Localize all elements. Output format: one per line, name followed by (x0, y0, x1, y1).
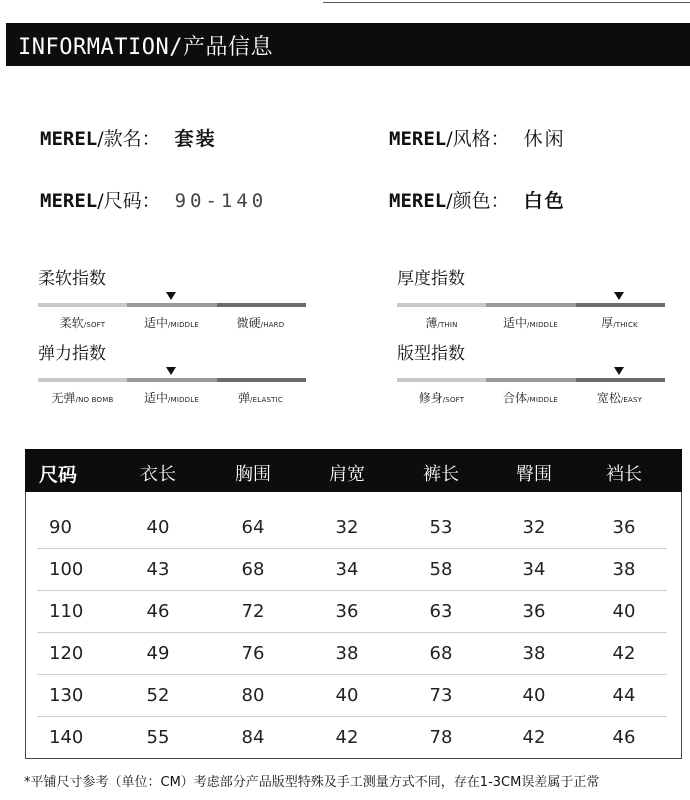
column-header: 肩宽 (329, 464, 365, 485)
info-color-value: 白色 (523, 190, 566, 212)
info-size (40, 186, 267, 213)
table-cell: 53 (429, 517, 453, 538)
table-cell: 58 (429, 559, 453, 580)
table-cell: 34 (335, 559, 359, 580)
table-cell: 49 (146, 643, 170, 664)
info-name-value: 套装 (174, 128, 217, 150)
table-cell: 38 (335, 643, 359, 664)
table-cell: 130 (49, 685, 84, 706)
selected-marker-icon (166, 367, 176, 375)
scale-option: 宽松/EASY (596, 391, 643, 405)
elasticity-scale (38, 339, 308, 409)
table-row (25, 591, 682, 633)
thickness-scale (397, 264, 667, 334)
info-style (389, 124, 566, 151)
table-cell: 36 (335, 601, 359, 622)
table-row (25, 549, 682, 591)
scale-option: 弹/ELASTIC (238, 391, 283, 405)
info-style-label: /风格： (446, 128, 510, 150)
column-header: 裆长 (606, 464, 642, 485)
table-cell: 46 (146, 601, 170, 622)
column-header: 臀围 (516, 464, 552, 485)
column-header: 衣长 (140, 464, 176, 485)
table-cell: 36 (522, 601, 546, 622)
table-cell: 44 (612, 685, 636, 706)
scale-option: 柔软/SOFT (59, 316, 106, 330)
info-name (40, 124, 217, 151)
info-name-label: /款名： (97, 128, 161, 150)
table-cell: 46 (612, 727, 636, 748)
table-cell: 80 (241, 685, 265, 706)
table-cell: 42 (335, 727, 359, 748)
fit-scale (397, 339, 667, 409)
table-cell: 64 (241, 517, 265, 538)
table-cell: 84 (241, 727, 265, 748)
scale-option: 适中/MIDDLE (144, 391, 199, 405)
scale-title: 厚度指数 (397, 269, 465, 289)
column-header: 胸围 (235, 464, 271, 485)
table-cell: 32 (522, 517, 546, 538)
table-cell: 38 (522, 643, 546, 664)
table-cell: 120 (49, 643, 84, 664)
selected-marker-icon (614, 292, 624, 300)
scale-title: 弹力指数 (38, 344, 106, 364)
table-cell: 36 (612, 517, 636, 538)
scale-option: 合体/MIDDLE (503, 391, 558, 405)
scale-option: 无弹/NO BOMB (51, 391, 114, 405)
table-cell: 42 (612, 643, 636, 664)
table-cell: 68 (241, 559, 265, 580)
scale-option: 薄/THIN (425, 316, 458, 330)
scale-option: 厚/THICK (601, 316, 638, 330)
table-cell: 43 (146, 559, 170, 580)
brand-label: MEREL (389, 128, 447, 150)
footnote: *平铺尺寸参考（单位：CM）考虑部分产品版型特殊及手工测量方式不同，存在1-3CM误差属于正常 (24, 775, 600, 790)
brand-label: MEREL (40, 128, 98, 150)
column-header: 裤长 (423, 464, 459, 485)
table-cell: 100 (49, 559, 84, 580)
table-cell: 42 (522, 727, 546, 748)
info-style-value: 休闲 (523, 128, 566, 150)
table-cell: 40 (522, 685, 546, 706)
scale-option: 微硬/HARD (236, 316, 285, 330)
info-size-label: /尺码： (97, 190, 161, 212)
table-cell: 68 (429, 643, 453, 664)
brand-label: MEREL (40, 190, 98, 212)
table-cell: 38 (612, 559, 636, 580)
section-title: INFORMATION/产品信息 (18, 35, 273, 60)
table-cell: 34 (522, 559, 546, 580)
info-size-value: 90-140 (174, 190, 268, 212)
table-cell: 52 (146, 685, 170, 706)
column-header: 尺码 (39, 464, 78, 486)
table-cell: 40 (612, 601, 636, 622)
table-cell: 76 (241, 643, 265, 664)
table-row (25, 507, 682, 549)
info-color (389, 186, 566, 213)
table-row (25, 633, 682, 675)
scale-title: 柔软指数 (38, 269, 106, 289)
table-row (25, 717, 682, 759)
scale-bar (397, 378, 665, 382)
table-row (25, 675, 682, 717)
section-header (6, 23, 690, 66)
top-divider (323, 2, 690, 3)
table-cell: 73 (429, 685, 453, 706)
scale-bar (38, 303, 306, 307)
scale-option: 适中/MIDDLE (144, 316, 199, 330)
table-cell: 78 (429, 727, 453, 748)
table-cell: 32 (335, 517, 359, 538)
table-cell: 63 (429, 601, 453, 622)
scale-bar (397, 303, 665, 307)
selected-marker-icon (166, 292, 176, 300)
info-color-label: /颜色： (446, 190, 510, 212)
scale-bar (38, 378, 306, 382)
scale-option: 修身/SOFT (418, 391, 465, 405)
brand-label: MEREL (389, 190, 447, 212)
softness-scale (38, 264, 308, 334)
selected-marker-icon (614, 367, 624, 375)
table-cell: 40 (146, 517, 170, 538)
table-cell: 40 (335, 685, 359, 706)
table-header-row (25, 449, 682, 492)
table-cell: 55 (146, 727, 170, 748)
table-cell: 90 (49, 517, 72, 538)
table-cell: 110 (49, 601, 84, 622)
scale-option: 适中/MIDDLE (503, 316, 558, 330)
table-cell: 140 (49, 727, 84, 748)
scale-title: 版型指数 (397, 344, 465, 364)
table-cell: 72 (241, 601, 265, 622)
